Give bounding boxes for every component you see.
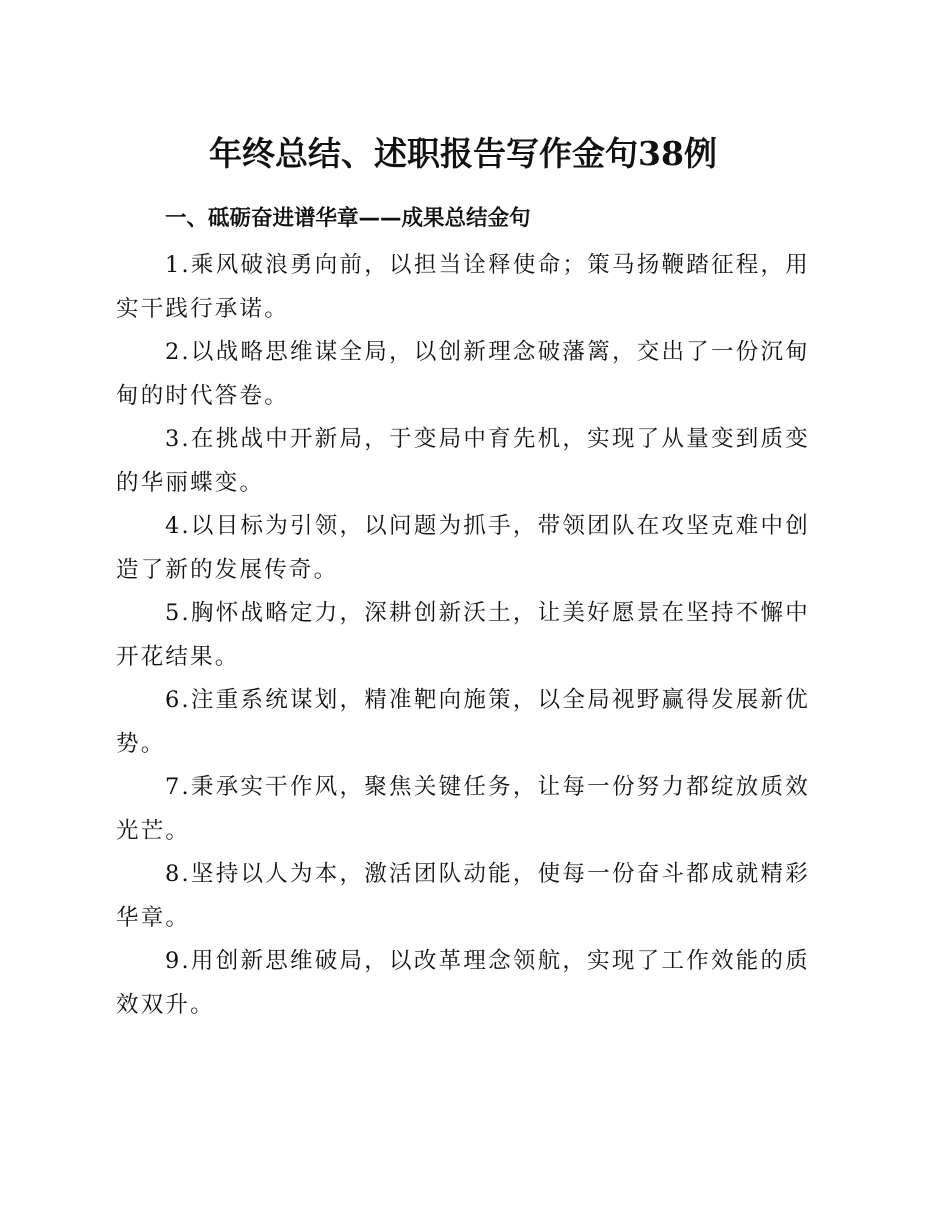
section-heading: 一、砥砺奋进谱华章——成果总结金句 [165,206,531,231]
list-item-4: 4.以目标为引领，以问题为抓手，带领团队在攻坚克难中创造了新的发展传奇。 [116,513,810,583]
document-title: 年终总结、述职报告写作金句38例 [209,134,717,173]
list-item-7: 7.秉承实干作风，聚焦关键任务，让每一份努力都绽放质效光芒。 [116,774,810,844]
list-item-9: 9.用创新思维破局，以改革理念领航，实现了工作效能的质效双升。 [116,948,810,1018]
list-item-1: 1.乘风破浪勇向前，以担当诠释使命；策马扬鞭踏征程，用实干践行承诺。 [116,252,810,322]
item-list [116,244,810,1027]
list-item-8: 8.坚持以人为本，激活团队动能，使每一份奋斗都成就精彩华章。 [116,861,810,931]
list-item-5: 5.胸怀战略定力，深耕创新沃土，让美好愿景在坚持不懈中开花结果。 [116,600,810,670]
document-content [116,128,810,1027]
list-item-6: 6.注重系统谋划，精准靶向施策，以全局视野赢得发展新优势。 [116,687,810,757]
list-item-2: 2.以战略思维谋全局，以创新理念破藩篱，交出了一份沉甸甸的时代答卷。 [116,339,810,409]
list-item-3: 3.在挑战中开新局，于变局中育先机，实现了从量变到质变的华丽蝶变。 [116,426,810,496]
